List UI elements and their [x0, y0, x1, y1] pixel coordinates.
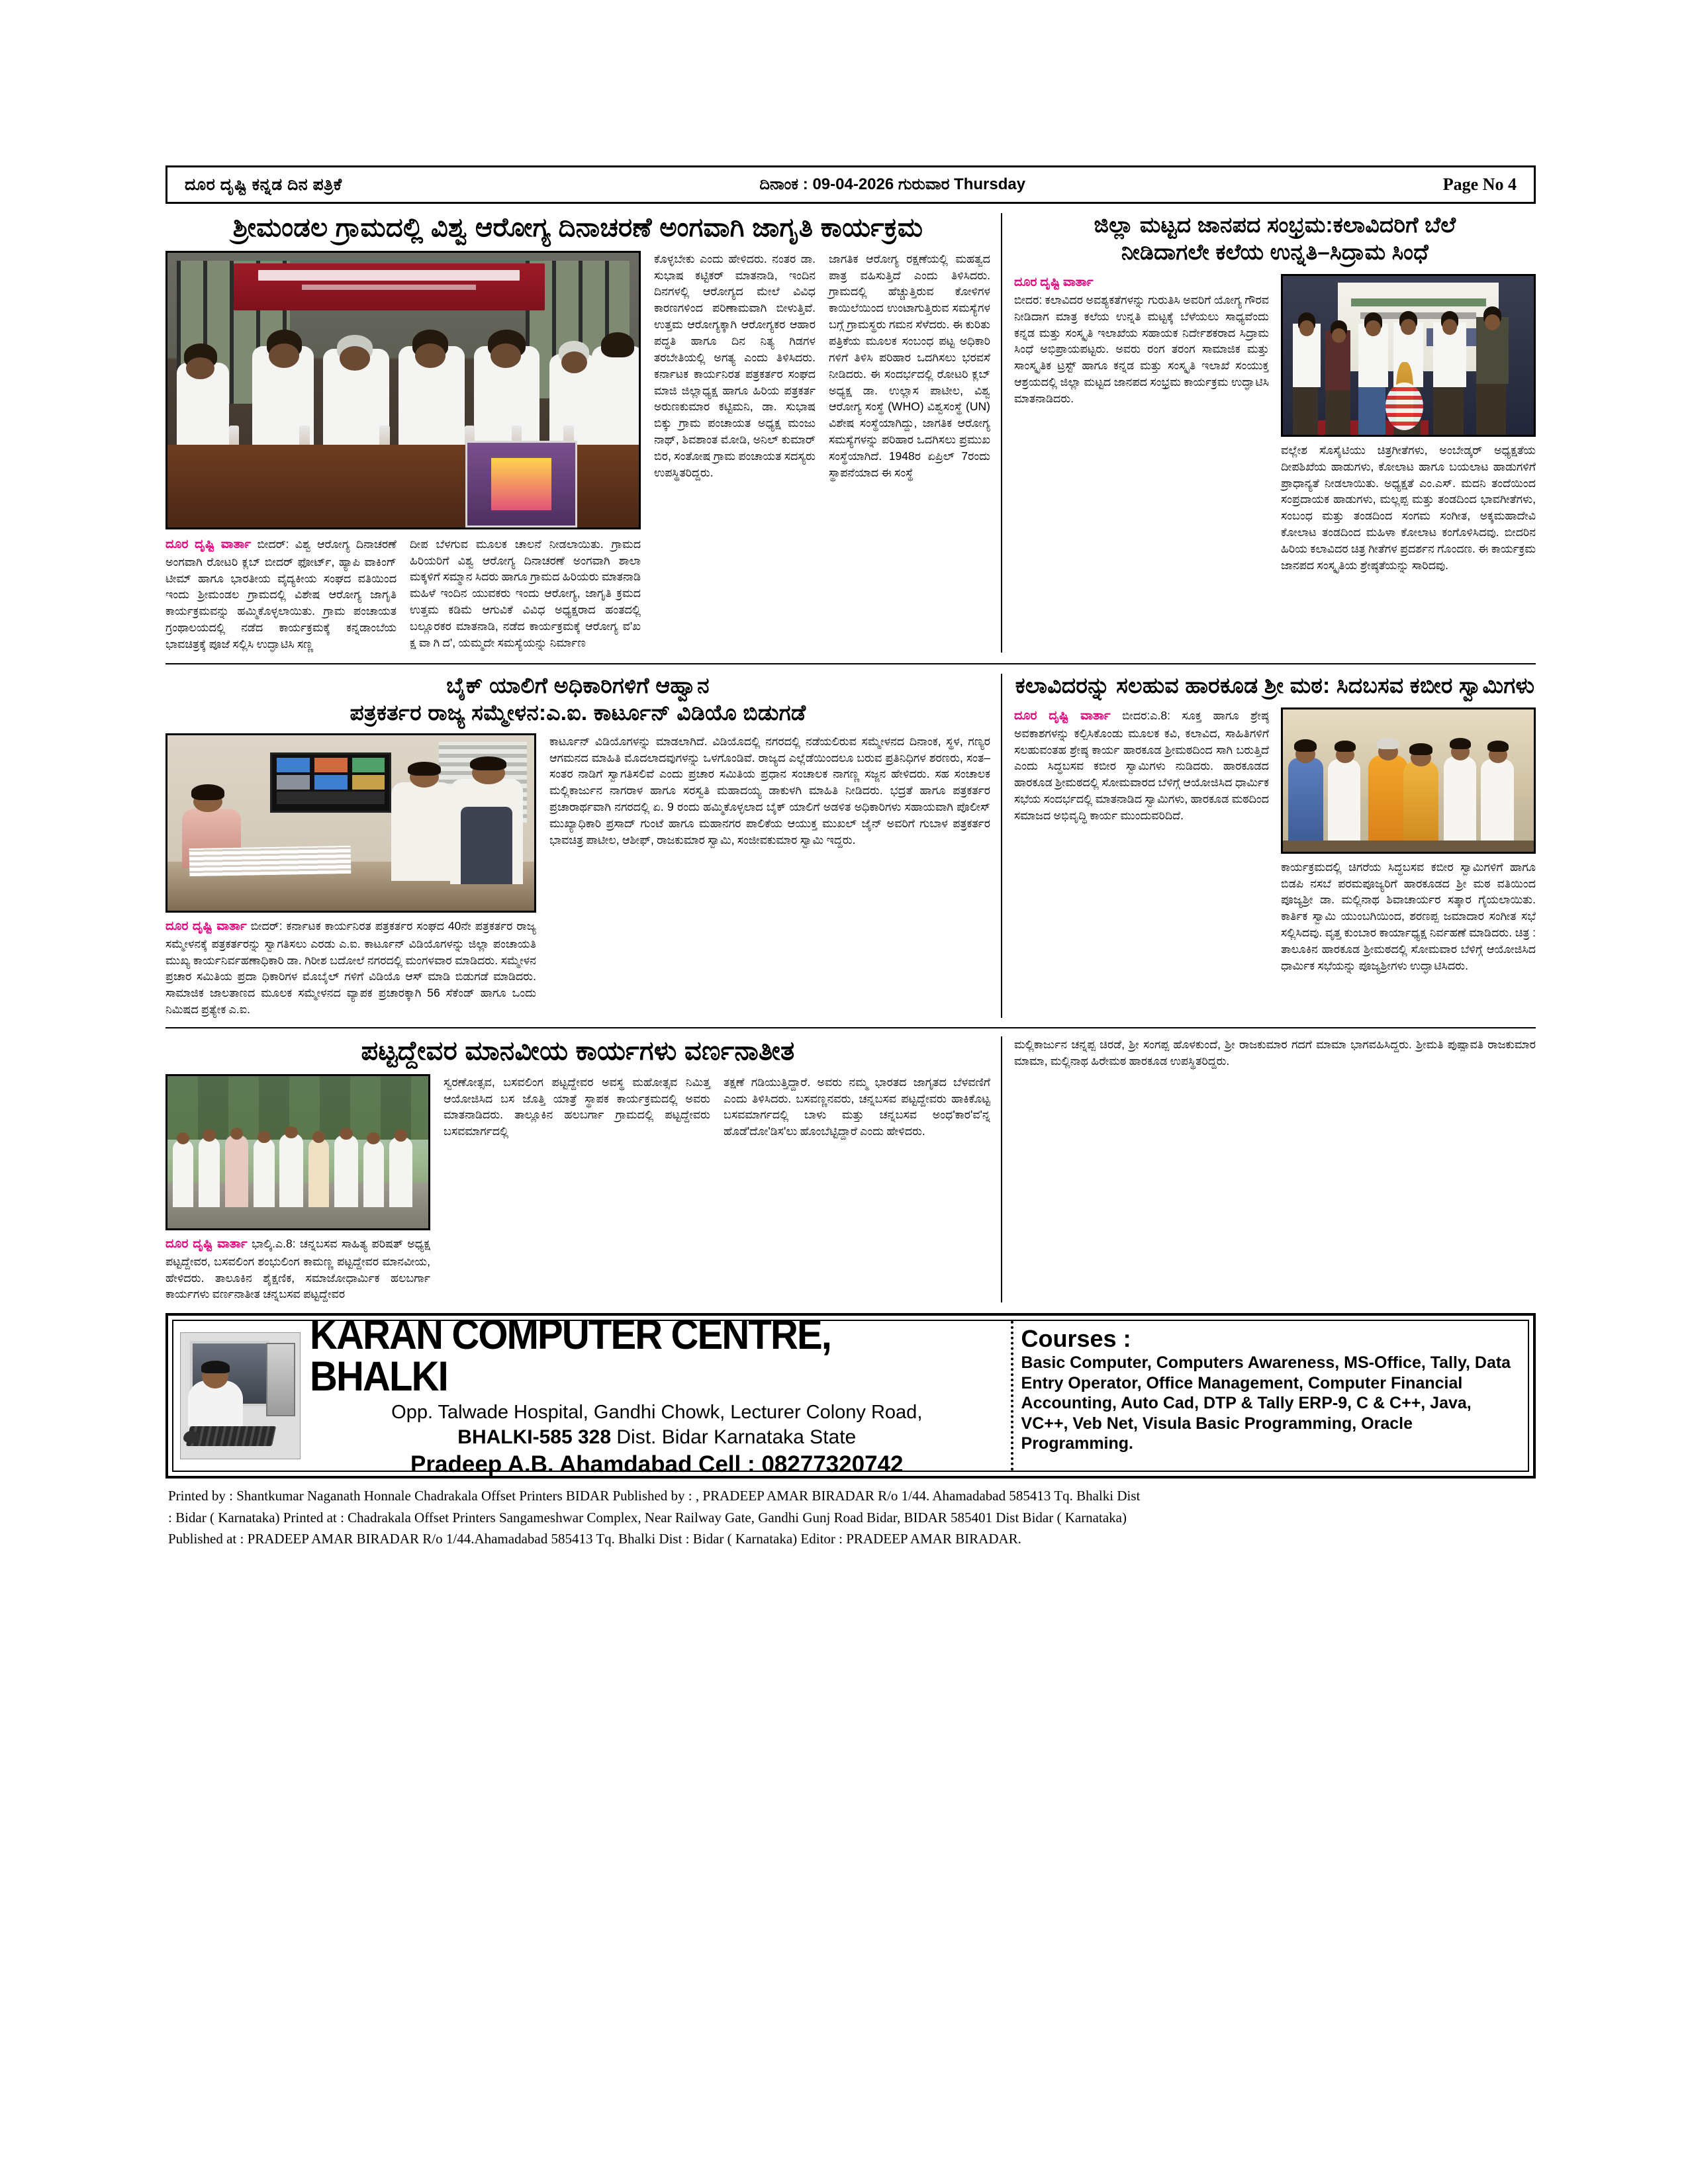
article2-headline-line1: ಜಿಲ್ಲಾ ಮಟ್ಟದ ಜಾನಪದ ಸಂಭ್ರಮ:ಕಲಾವಿದರಿಗೆ ಬೆಲೆ — [1094, 212, 1456, 237]
article3-col1-text: ಬೀದರ್: ಕರ್ನಾಟಕ ಕಾರ್ಯನಿರತ ಪತ್ರಕರ್ತರ ಸಂಘದ 40ನೇ ಪತ್ರಕರ್ತರ ರಾಜ್ಯ ಸಮ್ಮೇಳನಕ್ಕೆ ಪತ್ರಕರ್ತರನ್ನು ಸ್ವಾಗತಿಸಲು ಎರಡು ಎ.ಐ. ಕಾರ್ಟೂನ್ ವಿಡಿಯೊಗಳನ್ನು ಜಿಲ್ಲಾ ಪಂಚಾಯತಿ ಮುಖ್ಯ ಕಾರ್ಯನಿರ್ವಹಣಾಧಿಕಾರಿ ಡಾ. ಗಿರೀಶ ಬದೋಲೆ ನಗರದಲ್ಲಿ ಮಂಗಳವಾರ ಮಾಡಿದರು. ಸಮ್ಮೇಳನ ಪ್ರಚಾರ ಸಮಿತಿಯ ಪ್ರದಾ ಧಿಕಾರಿಗಳ ಮೊಬೈಲ್ ಗಳಿಗೆ ವಿಡಿಯೊ ಆಸ್ ಮಾಡಿ ಬಿಡುಗಡೆ ಮಾಡಿದರು. ಸಾಮಾಜಿಕ ಜಾಲತಾಣದ ಮೂಲಕ ಸಮ್ಮೇಳನದ ವ್ಯಾಪಕ ಪ್ರಚಾರಕ್ಕಾಗಿ 56 ಸೆಕೆಂಡ್ ಹಾಗೂ ಒಂದು ನಿಮಿಷದ ಪ್ರತ್ಯೇಕ ಎ.ಐ. — [165, 919, 537, 1017]
article3-col1 — [165, 918, 536, 1018]
article3-body — [165, 733, 990, 1018]
advert-address-line: Opp. Talwade Hospital, Gandhi Chowk, Lecturer Colony Road, — [391, 1401, 923, 1423]
article1-col4: ಜಾಗತಿಕ ಆರೋಗ್ಯ ರಕ್ಷಣೆಯಲ್ಲಿ ಮಹತ್ವದ ಪಾತ್ರ ವಹಿಸುತ್ತಿದೆ ಎಂದು ತಿಳಿಸಿದರು. ಗ್ರಾಮದಲ್ಲಿ ಹೆಚ್ಚುತ್ತಿರುವ ಕೋಳಿಗಳ ಕಾಯಿಲೆಯಿಂದ ಉಂಟಾಗುತ್ತಿರುವ ಸಮಸ್ಯೆಗಳ ಬಗ್ಗೆ ಗ್ರಾಮಸ್ಥರು ಗಮನ ಸೆಳೆದರು. ಈ ಕುರಿತು ಪತ್ರಿಕೆಯ ಮೂಲಕ ಸಂಬಂಧ ಪಟ್ಟ ಅಧಿಕಾರಿ ಗಳಿಗೆ ತಿಳಿಸಿ ಪರಿಹಾರ ಒದಗಿಸಲು ಭರವಸೆ ನೀಡಿದರು. ಈ ಸಂದರ್ಭದಲ್ಲಿ ರೋಟರಿ ಕ್ಲಬ್ ಅಧ್ಯಕ್ಷ ಡಾ. ಉಲ್ಲಾಸ ಪಾಟೀಲ, ವಿಶ್ವ ಆರೋಗ್ಯ ಸಂಸ್ಥೆ (WHO) ವಿಶ್ವಸಂಸ್ಥೆ (UN) ವಿಶೇಷ ಸಂಸ್ಥೆಯಾಗಿದ್ದು, ಜಾಗತಿಕ ಆರೋಗ್ಯ ಸಮಸ್ಯೆಗಳನ್ನು ಪರಿಹಾರ ಒದಗಿಸಲು ಪ್ರಮುಖ ಸಂಸ್ಥೆಯಾಗಿದೆ. 1948ರ ಏಪ್ರಿಲ್ 7ರಂದು ಸ್ಥಾಪನೆಯಾದ ಈ ಸಂಸ್ಥೆ — [829, 251, 990, 479]
masthead-bar — [165, 165, 1536, 204]
middle-section — [165, 663, 1536, 1018]
advert-inner-frame — [172, 1311, 1529, 1477]
article5-headline: ಪಟ್ಟದ್ದೇವರ ಮಾನವೀಯ ಕಾರ್ಯಗಳು ವರ್ಣನಾತೀತ — [361, 1036, 795, 1066]
article1-headline: ಶ್ರೀಮಂಡಲ ಗ್ರಾಮದಲ್ಲಿ ವಿಶ್ವ ಆರೋಗ್ಯ ದಿನಾಚರಣೆ ಅಂಗವಾಗಿ ಜಾಗೃತಿ ಕಾರ್ಯಕ್ರಮ — [232, 213, 923, 242]
article5-left-block — [165, 1074, 430, 1303]
article4-col1 — [1014, 707, 1269, 974]
advert-district: Dist. Bidar Karnataka State — [611, 1426, 857, 1448]
article5-photo — [165, 1074, 430, 1230]
imprint-line-2: : Bidar ( Karnataka) Printed at : Chadrakala Offset Printers Sangameshwar Complex, Near Railway Gate, Gandhi Gunj Road Bidar, BIDAR 585401 Dist Bidar ( Karnataka) — [168, 1509, 1127, 1525]
page-number: Page No 4 — [1442, 175, 1517, 194]
top-section — [165, 213, 1536, 653]
article1-col2: ದೀಪ ಬೆಳಗುವ ಮೂಲಕ ಚಾಲನೆ ನೀಡಲಾಯಿತು. ಗ್ರಾಮದ ಹಿರಿಯರಿಗೆ ವಿಶ್ವ ಆರೋಗ್ಯ ದಿನಾಚರಣೆ ಅಂಗವಾಗಿ ಶಾಲಾ ಮಕ್ಕಳಿಗೆ ಸಮ್ಮಾನ ಸಿದರು ಹಾಗೂ ಗ್ರಾಮದ ಹಿರಿಯರು ಮಾತನಾಡಿ ಮಹಿಳೆ ಇಂದಿನ ಯುವಕರು ಇಂದು ಆರೋಗ್ಯ, ಜಾಗೃತಿ ಕ್ರಮದ ಉತ್ತಮ ಕಡಿಮೆ ಆಗುವಿಕೆ ವಿವಿಧ ಅಧ್ಯಕ್ಷರಾದ ಹಂತದಲ್ಲಿ ಬಲ್ಲೂರಕರ ಮಾತನಾಡಿ, ನಡೆದ ಕಾರ್ಯಕ್ರಮಕ್ಕೆ ಆರೋಗ್ಯ ವ'ಖ ಕ್ಷ ವಾ ಗಿ ದ', ಯಮ್ಮದೇ ಸಮಸ್ಯೆಯನ್ನು ನಿರ್ಮಾಣ — [410, 537, 641, 649]
article5-col2: ಸ್ವರಣೋತ್ಸವ, ಬಸವಲಿಂಗ ಪಟ್ಟದ್ದೇವರ ಅವಸ್ಥ ಮಹೋತ್ಸವ ನಿಮಿತ್ತ ಆಯೋಜಿಸಿದ ಬಸ ಜೊತ್ತಿ ಯಾತ್ರೆ ಸ್ಥಾಪಕ ಕಾರ್ಯಕ್ರಮದಲ್ಲಿ ಅವರು ಮಾತನಾಡಿದರು. ತಾಲ್ಲೂಕಿನ ಹಲಬರ್ಗಾ ಗ್ರಾಮದಲ್ಲಿ ಪಟ್ಟದ್ದೇವರು ಬಸವಮಾರ್ಗದಲ್ಲಿ — [444, 1075, 710, 1138]
article1-cols-12 — [165, 536, 641, 653]
page-sheet — [165, 165, 1536, 2019]
article3-left-block — [165, 733, 536, 1018]
article2-byline: ದೂರ ದೃಷ್ಟಿ ವಾರ್ತಾ — [1014, 275, 1094, 289]
article5-byline: ದೂರ ದೃಷ್ಟಿ ವಾರ್ತಾ — [165, 1236, 248, 1251]
article-pattadevara — [165, 1036, 1001, 1302]
article2-right-col — [1281, 274, 1536, 574]
advertisement[interactable] — [165, 1313, 1536, 1479]
article4-col1-text: ಬೀದರ:ಎ.8: ಸೂಕ್ತ ಹಾಗೂ ಶ್ರೇಷ್ಠ ಅವಕಾಶಗಳನ್ನು ಕಲ್ಪಿಸಿಕೊಂಡು ಮೂಲಕ ಕವಿ, ಕಲಾವಿದ, ಸಾಹಿತಿಗಳಿಗೆ ಸಲಹುವಂತಹ ಶ್ರೇಷ್ಠ ಕಾರ್ಯ ಹಾರಕೂಡ ಶ್ರೀಮಠದಿಂದ ಸಾಗಿ ಬರುತ್ತಿದೆ ಎಂದು ಸಿದ್ಧಬಸವ ಕಬೀರ ಸ್ವಾಮಿಗಳು ನುಡಿದರು. ಹಾರಕೂಡದ ಹಾರಕೂಡ ಶ್ರೀಮಠದಲ್ಲಿ ಸೋಮವಾರದ ಬೆಳಿಗ್ಗೆ ಆಯೋಜಿಸಿದ ಧಾರ್ಮಿಕ ಸಭೆಯ ಸಂದರ್ಭದಲ್ಲಿ ಮಾತನಾಡಿದ ಸ್ವಾಮಿಗಳು, ಹಾರಕೂಡ ಮಠದಿಂದ ಸಮಾಜದ ಅಭಿವೃದ್ಧಿ ಕಾರ್ಯ ಮುಂದುವರಿದಿದೆ. — [1014, 708, 1269, 822]
article4-byline: ದೂರ ದೃಷ್ಟಿ ವಾರ್ತಾ — [1014, 708, 1111, 723]
article2-col1-text: ಬೀದರ: ಕಲಾವಿದರ ಅವಶ್ಯಕತೆಗಳನ್ನು ಗುರುತಿಸಿ ಅವರಿಗೆ ಯೋಗ್ಯ ಗೌರವ ನೀಡಿದಾಗ ಮಾತ್ರ ಕಲೆಯ ಉನ್ನತಿ ಮಟ್ಟಕ್ಕೆ ಬೆಳೆಯಲು ಸಾಧ್ಯವೆಂದು ಕನ್ನಡ ಮತ್ತು ಸಂಸ್ಕೃತಿ ಇಲಾಖೆಯ ಸಹಾಯಕ ನಿರ್ದೇಶಕರಾದ ಸಿದ್ರಾಮ ಸಿಂಧೆ ಅಭಿಪ್ರಾಯಪಟ್ಟರು. ಅವರು ರಂಗ ತರಂಗ ಸಾಮಾಜಿಕ ಮತ್ತು ಸಾಂಸ್ಕೃತಿಕ ಟ್ರಸ್ಟ್ ಹಾಗೂ ಕನ್ನಡ ಮತ್ತು ಸಂಸ್ಕೃತಿ ಇಲಾಖೆ ಸಂಯುಕ್ತ ಆಶ್ರಯದಲ್ಲಿ ಜಿಲ್ಲಾ ಮಟ್ಟದ ಜಾನಪದ ಸಂಭ್ರಮ ಕಾರ್ಯಕ್ರಮ ಉದ್ಘಾಟಿಸಿ ಮಾತನಾಡಿದರು. — [1014, 293, 1269, 405]
article2-body — [1014, 274, 1536, 574]
advert-text-block — [310, 1311, 1004, 1478]
article5-overflow-col — [1001, 1036, 1536, 1302]
article3-col2: ಕಾರ್ಟೂನ್ ವಿಡಿಯೊಗಳನ್ನು ಮಾಡಲಾಗಿದೆ. ವಿಡಿಯೊದಲ್ಲಿ ನಗರದಲ್ಲಿ ನಡೆಯಲಿರುವ ಸಮ್ಮೇಳನದ ದಿನಾಂಕ, ಸ್ಥಳ, ಗಣ್ಯರ ಆಗಮನದ ಮಾಹಿತಿ ಮೊದಲಾದವುಗಳನ್ನು ಒಳಗೊಂಡಿವೆ. ರಾಜ್ಯದ ಎಲ್ಲೆಡೆಯಿಂದಲೂ ಬರುವ ಪ್ರತಿನಿಧಿಗಳ ಶರಣರು, ಸಂತ–ಸಂತರ ನಾಡಿಗೆ ಸ್ವಾಗತಿಸಲಿವೆ ಎಂದು ಪ್ರಚಾರ ಸಮಿತಿಯ ಪ್ರಧಾನ ಸಂಚಾಲಕ ನಾಗಣ್ಣ ಸಜ್ಜನ ಹೇಳಿದರು. ಸಹ ಸಂಚಾಲಕ ಮಲ್ಲಿಕಾರ್ಜುನ ನಾಗರಾಳ ಹಾಗೂ ಸರಸ್ವತಿ ಮಹಾದಯ್ಯ ಡಾಕುಳಗಿ ಮಾಹಿತಿ ನೀಡಿದರು. ಭದ್ರತೆ ಹಾಗೂ ಪತ್ರಕರ್ತರ ಪ್ರಚಾರಾರ್ಥವಾಗಿ ನಗರದಲ್ಲಿ ಏ. 9 ರಂದು ಹಮ್ಮಿಕೊಳ್ಳಲಾದ ಬೈಕ್ ಯಾಲಿಗೆ ಅಡಳಿತ ಅಧಿಕಾರಿಗಳು ಸಹಾಯವಾಗಿ ಪೊಲೀಸ್ ಮುಖ್ಯಾಧಿಕಾರಿ ಪ್ರಸಾದ್ ಗುಂಟೆ ಹಾಗೂ ಮಹಾನಗರ ಪಾಲಿಕೆಯ ಆಯುಕ್ತ ಮುಖಲ್ ಜೈನ್ ಅವರಿಗೆ ಗುಬಾಳ ಪತ್ರಕರ್ತರ ಭಾವಚಿತ್ರ ಪಾಟೀಲ, ಆಶೀಫ್, ರಾಜಕುಮಾರ ಸ್ವಾಮಿ, ಸಂಜೀವಕುಮಾರ ಸ್ವಾಮಿ ಇದ್ದರು. — [549, 734, 990, 846]
advert-courses-panel — [1013, 1321, 1528, 1471]
article1-cols-34 — [641, 251, 990, 653]
article2-col1 — [1014, 274, 1269, 574]
article4-right-col — [1281, 707, 1536, 974]
article2-photo — [1281, 274, 1536, 437]
article3-byline: ದೂರ ದೃಷ್ಟಿ ವಾರ್ತಾ — [165, 919, 247, 933]
article3-headline-line1: ಬೈಕ್ ಯಾಲಿಗೆ ಅಧಿಕಾರಿಗಳಿಗೆ ಆಹ್ವಾನ — [446, 672, 710, 698]
paper-name: ದೂರ ದೃಷ್ಟಿ ಕನ್ನಡ ದಿನ ಪತ್ರಿಕೆ — [185, 175, 342, 194]
article4-photo — [1281, 707, 1536, 854]
article4-body — [1014, 707, 1536, 974]
imprint-line-3: Published at : PRADEEP AMAR BIRADAR R/o 1/44.Ahamadabad 585413 Tq. Bhalki Dist : Bidar ( Karnataka) Editor : PRADEEP AMAR BIRADAR. — [168, 1531, 1021, 1547]
imprint-line-1: Printed by : Shantkumar Naganath Honnale Chadrakala Offset Printers BIDAR Published by : , PRADEEP AMAR BIRADAR R/o 1/44. Ahamadabad 585413 Tq. Bhalki Dist — [168, 1488, 1141, 1504]
article5-col3: ತಕ್ಷಣೆ ಗಡಿಯುತ್ತಿದ್ದಾರೆ. ಅವರು ನಮ್ಮ ಭಾರತದ ಜಾಗೃತದ ಬೆಳವಣಿಗೆ ಎಂದು ತಿಳಿಸಿದರು. ಬಸವಣ್ಣನವರು, ಚನ್ನಬಸವ ಪಟ್ಟದ್ದೇವರು ಹಾಕಿಕೊಟ್ಟ ಬಸವಮಾರ್ಗದಲ್ಲಿ ಬಾಳು ಮತ್ತು ಚನ್ನಬಸವ ಅಂಧ'ಕಾರ'ವ'ನ್ನ ಹೊಡೆ'ದೋ'ಡಿಸ'ಲು ಹೊಂಬೆಟ್ಟಿದ್ದಾರೆ ಎಂದು ಹೇಳಿದರು. — [724, 1075, 990, 1138]
date-line: ದಿನಾಂಕ : 09-04-2026 ಗುರುವಾರ Thursday — [759, 175, 1026, 193]
article5-col1-text: ಭಾಲ್ಕಿ.ಎ.8: ಚನ್ನಬಸವ ಸಾಹಿತ್ಯ ಪರಿಷತ್ ಅಧ್ಯಕ್ಷ ಪಟ್ಟದ್ದೇವರ, ಬಸವಲಿಂಗ ಶಂಭುಲಿಂಗ ಕಾಮಣ್ಣ ಪಟ್ಟದ್ದೇವರ ಮಾನವೀಯ, ಹೇಳಿದರು. ತಾಲೂಕಿನ ಶೈಕ್ಷಣಿಕ, ಸಮಾಜೋಧಾರ್ಮಿಕ ಹಲಬರ್ಗಾ ಕಾರ್ಯಗಳು ವರ್ಣನಾತೀತ ಚನ್ನಬಸವ ಪಟ್ಟದ್ದೇವರ — [165, 1236, 430, 1301]
article2-col2: ವಲ್ಲೇಶ ಸೊಸೈಟಿಯು ಚಿತ್ರಗೀತೆಗಳು, ಅಂಬೇಡ್ಕರ್ ಅಧ್ಯಕ್ಷತೆಯ ದೀಪಶಿಖೆಯ ಹಾಡುಗಳು, ಕೋಲಾಟ ಹಾಗೂ ಬಯಲಾಟ ಹಾಡುಗಳಿಗೆ ಪ್ರಾಧಾನ್ಯತೆ ನೀಡಲಾಯಿತು. ಅಧ್ಯಕ್ಷತೆ ಎಂ.ಎಸ್. ಮದನಿ ತಂದೆಯಿಂದ ಸಂಪ್ರದಾಯಕ ಹಾಡುಗಳು, ಮಲ್ಲಪ್ಪ ಮತ್ತು ತಂಡದಿಂದ ಭಾವಗೀತೆಗಳು, ಸಂಬಂಧ ಮತ್ತು ತಂಡದಿಂದ ಸಂಗಮ ಸಂಗೀತ, ಅಕ್ಕಮಹಾದೇವಿ ಕೋಲಾಟ ತಂಡದಿಂದ ಮಹಿಳಾ ಕೋಲಾಟ ಕಂಗೊಳಿಸಿದವು. ಬೀದರಿನ ಹಿರಿಯ ಕಲಾವಿದರ ಚಿತ್ರ ಗೀತೆಗಳ ಪ್ರದರ್ಶನ ಗೊಂದಣ. ಈ ಕಾರ್ಯಕ್ರಮ ಜಾನಪದ ಸಂಸ್ಕೃತಿಯ ಶ್ರೇಷ್ಠತೆಯನ್ನು ಸಾರಿದವು. — [1281, 443, 1536, 572]
article5-body — [165, 1074, 990, 1303]
article5-wrapper — [165, 1036, 1536, 1302]
advert-courses-title: Courses : — [1021, 1325, 1131, 1353]
article4-col2: ಕಾರ್ಯಕ್ರಮದಲ್ಲಿ ಚಿಗರೆಯ ಸಿದ್ಧಬಸವ ಕಬೀರ ಸ್ವಾಮಿಗಳಿಗೆ ಹಾಗೂ ಬಿಡಪಿ ನಸಬೆ ಪರಮಪೂಜ್ಯರಿಗೆ ಹಾರಕೂಡದ ಶ್ರೀ ಮಠ ವತಿಯಿಂದ ಪೂಜ್ಯಶ್ರೀ ಡಾ. ಮಲ್ಲಿನಾಥ ಶಿವಾಚಾರ್ಯರ ಸತ್ಕಾರ ಗೈಯಲಾಯಿತು. ಕಾರ್ತಿಕ ಸ್ವಾಮಿ ಯುಂಬಗಿಯಿಂದ, ಶರಣಪ್ಪ ಜಮಾದಾರ ಸಂಗೀತ ಸಭೆ ಸಲ್ಲಿಸಿದವು. ವೃತ್ತ ಕುಂಬಾರ ಕಾರ್ಯಾಧ್ಯಕ್ಷ ನಿರ್ವಹಣೆ ಮಾಡಿದರು. ಚಿತ್ರ : ತಾಲೂಕಿನ ಹಾರಕೂಡ ಶ್ರೀಮಠದಲ್ಲಿ ಸೋಮವಾರ ಬೆಳಿಗ್ಗೆ ಆಯೋಜಿಸಿದ ಧಾರ್ಮಿಕ ಸಭೆಯನ್ನು ಪೂಜ್ಯಶ್ರೀಗಳು ಉದ್ಘಾಟಿಸಿದರು. — [1281, 860, 1536, 972]
article1-col3: ಕೊಳ್ಳಬೇಕು ಎಂದು ಹೇಳಿದರು. ನಂತರ ಡಾ. ಸುಭಾಷ ಕಟ್ಟಿಕರ್ ಮಾತನಾಡಿ, ಇಂದಿನ ದಿನಗಳಲ್ಲಿ ಆರೋಗ್ಯದ ಮೇಲೆ ವಿವಿಧ ಕಾರಣಗಳಿಂದ ಪರಿಣಾಮವಾಗಿ ಬೀಳುತ್ತಿವೆ. ಉತ್ತಮ ಆರೋಗ್ಯಕ್ಕಾಗಿ ಆರೋಗ್ಯಕರ ಆಹಾರ ಪದ್ಧತಿ ಹಾಗೂ ದಿನ ನಿತ್ಯ ಗಿಡಗಳ ತರಬೇತಿಯಲ್ಲಿ ಅಗತ್ಯ ಎಂದು ತಿಳಿಸಿದರು. ಕರ್ನಾಟಕ ಕಾರ್ಯನಿರತ ಪತ್ರಕರ್ತರ ಸಂಘದ ಮಾಜಿ ಜಿಲ್ಲಾಧ್ಯಕ್ಷ ಹಾಗೂ ಹಿರಿಯ ಪತ್ರಕರ್ತ ಅರುಣಕುಮಾರ ಕಟ್ಟಿಮನಿ, ಡಾ. ಸುಭಾಷ ಬಿಕ್ಕು ಗ್ರಾಮ ಪಂಚಾಯತ ಅಧ್ಯಕ್ಷ ಮಂಜು ನಾಥ್, ಶಿವಶಾಂತ ಮೋಡಿ, ಅನಿಲ್ ಕುಮಾರ್ ಬಿರ, ಸಂತೋಷ ಗ್ರಾಮ ಪಂಚಾಯತ ಸದಸ್ಯರು ಉಪಸ್ಥಿತರಿದ್ದರು. — [654, 251, 816, 479]
article1-col1-text: ಬೀದರ್‌: ವಿಶ್ವ ಆರೋಗ್ಯ ದಿನಾಚರಣೆ ಅಂಗವಾಗಿ ರೋಟರಿ ಕ್ಲಬ್ ಬೀದರ್ ಫೋರ್ಟ್‌, ಹ್ಯಾಪಿ ವಾಕಿಂಗ್ ಟೀಮ್ ಹಾಗೂ ಭಾರತೀಯ ವೈದ್ಯಕೀಯ ಸಂಘದ ವತಿಯಿಂದ ಇಂದು ಶ್ರೀಮಂಡಲ ಗ್ರಾಮದಲ್ಲಿ ವಿಶೇಷ ಆರೋಗ್ಯ ಜಾಗೃತಿ ಕಾರ್ಯಕ್ರಮವನ್ನು ಹಮ್ಮಿಕೊಳ್ಳಲಾಯಿತು. ಗ್ರಾಮ ಪಂಚಾಯತ ಗ್ರಂಥಾಲಯದಲ್ಲಿ ನಡೆದ ಕಾರ್ಯಕ್ರಮಕ್ಕೆ ಕನ್ನಡಾಂಬೆಯ ಭಾವಚಿತ್ರಕ್ಕೆ ಪೂಜೆ ಸಲ್ಲಿಸಿ ಉದ್ಘಾಟಿಸಿ ಸಣ್ಣ — [165, 537, 397, 651]
article3-headline-line2: ಪತ್ರಕರ್ತರ ರಾಜ್ಯ ಸಮ್ಮೇಳನ:ಎ.ಐ. ಕಾರ್ಟೂನ್ ವಿಡಿಯೊ ಬಿಡುಗಡೆ — [350, 700, 806, 725]
article2-headline-line2: ನೀಡಿದಾಗಲೇ ಕಲೆಯ ಉನ್ನತಿ–ಸಿದ್ರಾಮ ಸಿಂಧೆ — [1121, 239, 1429, 264]
article-bike-rally — [165, 674, 1001, 1018]
article-harakuda-mutt — [1001, 674, 1536, 1018]
advert-title: KARAN COMPUTER CENTRE, BHALKI — [310, 1311, 831, 1400]
article1-body — [165, 251, 990, 653]
imprint-footer — [165, 1485, 1536, 1550]
advert-contact-line: Pradeep A.B. Ahamdabad Cell : 08277320742 — [410, 1451, 904, 1477]
article-world-health-day — [165, 213, 1001, 653]
advert-main-panel — [173, 1311, 1013, 1477]
article1-byline: ದೂರ ದೃಷ್ಟಿ ವಾರ್ತಾ — [165, 537, 252, 551]
advert-photo — [180, 1332, 301, 1459]
bottom-section — [165, 1027, 1536, 1302]
article1-left-block — [165, 251, 641, 653]
advert-city-line — [310, 1426, 1004, 1449]
article4-headline: ಕಲಾವಿದರನ್ನು ಸಲಹುವ ಹಾರಕೂಡ ಶ್ರೀ ಮಠ: ಸಿದಬಸವ ಕಬೀರ ಸ್ವಾಮಿಗಳು — [1015, 672, 1535, 698]
article5-col4: ಮಲ್ಲಿಕಾರ್ಜುನ ಚನ್ನಪ್ಪ ಚಿರಡೆ, ಶ್ರೀ ಸಂಗಪ್ಪ ಹೊಳಕುಂದೆ, ಶ್ರೀ ರಾಜಕುಮಾರ ಗದಗೆ ಮಾಮಾ ಭಾಗವಹಿಸಿದ್ದರು. ಶ್ರೀಮತಿ ಪುಷ್ಪಾವತಿ ರಾಜಕುಮಾರ ಮಾಮಾ, ಮಲ್ಲಿನಾಥ ಹಿರೇಮಠ ಹಾರಕೂಡ ಉಪಸ್ಥಿತರಿದ್ದರು. — [1014, 1037, 1536, 1068]
article1-photo — [165, 251, 641, 529]
article-janapada-sambhrama — [1001, 213, 1536, 653]
article5-col1 — [165, 1236, 430, 1303]
article1-col1 — [165, 536, 397, 653]
article3-photo — [165, 733, 536, 913]
advert-pincode: BHALKI-585 328 — [457, 1426, 612, 1448]
advert-courses-list: Basic Computer, Computers Awareness, MS-Office, Tally, Data Entry Operator, Office Management, Computer Financial Accounting, Auto Cad, DTP & Tally ERP-9, C & C++, Java, VC++, Veb Net, Visula Basic Programming, Oracle Programming. — [1021, 1353, 1511, 1453]
